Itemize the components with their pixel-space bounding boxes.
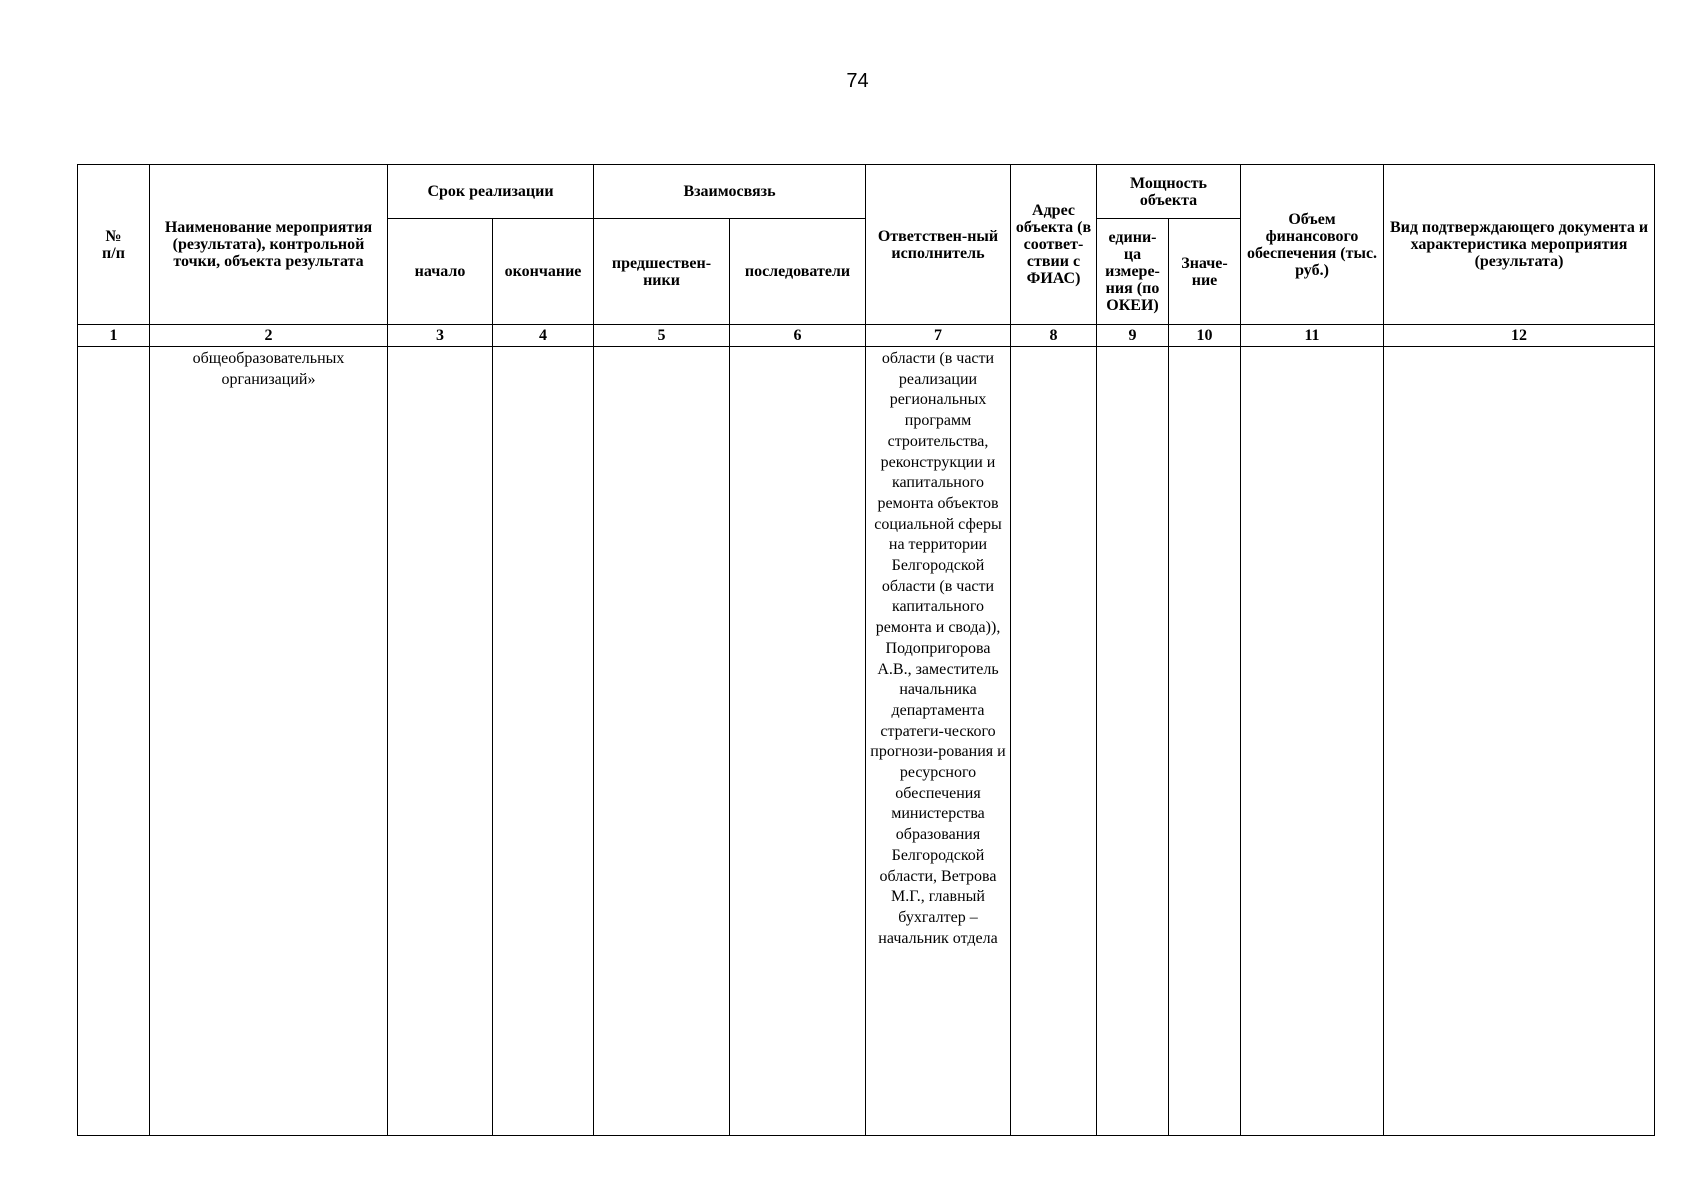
cell-finance <box>1241 347 1384 1136</box>
header-num: № п/п <box>78 165 150 325</box>
column-number: 6 <box>730 325 866 347</box>
header-relation: Взаимосвязь <box>594 165 866 219</box>
column-number: 7 <box>866 325 1011 347</box>
column-number: 8 <box>1011 325 1097 347</box>
column-number: 11 <box>1241 325 1384 347</box>
cell-value <box>1169 347 1241 1136</box>
header-predecessors: предшествен-ники <box>594 219 730 325</box>
column-number: 3 <box>388 325 493 347</box>
cell-term-end <box>493 347 594 1136</box>
activity-plan-table <box>77 164 1655 1136</box>
column-number: 1 <box>78 325 150 347</box>
header-value: Значе-ние <box>1169 219 1241 325</box>
header-capacity: Мощность объекта <box>1097 165 1241 219</box>
cell-name: общеобразовательных организаций» <box>150 347 388 1136</box>
column-number: 5 <box>594 325 730 347</box>
cell-address <box>1011 347 1097 1136</box>
header-document: Вид подтверждающего документа и характеристика мероприятия (результата) <box>1384 165 1655 325</box>
cell-document <box>1384 347 1655 1136</box>
header-finance: Объем финансового обеспечения (тыс. руб.) <box>1241 165 1384 325</box>
column-number: 10 <box>1169 325 1241 347</box>
table-row <box>78 347 1655 1136</box>
column-number: 2 <box>150 325 388 347</box>
header-address: Адрес объекта (в соответ-ствии с ФИАС) <box>1011 165 1097 325</box>
cell-term-start <box>388 347 493 1136</box>
cell-unit <box>1097 347 1169 1136</box>
header-row-1 <box>78 165 1655 219</box>
cell-successors <box>730 347 866 1136</box>
header-unit: едини-ца измере-ния (по ОКЕИ) <box>1097 219 1169 325</box>
header-term-start: начало <box>388 219 493 325</box>
column-number-row <box>78 325 1655 347</box>
cell-num <box>78 347 150 1136</box>
page-number: 74 <box>846 70 869 92</box>
header-term-end: окончание <box>493 219 594 325</box>
header-successors: последователи <box>730 219 866 325</box>
column-number: 12 <box>1384 325 1655 347</box>
column-number: 4 <box>493 325 594 347</box>
header-term: Срок реализации <box>388 165 594 219</box>
column-number: 9 <box>1097 325 1169 347</box>
header-responsible: Ответствен-ный исполнитель <box>866 165 1011 325</box>
header-name: Наименование мероприятия (результата), контрольной точки, объекта результата <box>150 165 388 325</box>
cell-responsible: области (в части реализации региональных программ строительства, реконструкции и капитального ремонта объектов социальной сферы на территории Белгородской области (в части капитального ремонта и свода)), Подопригорова А.В., заместитель начальника департамента стратеги-ческого прогнози-рования и ресурсного обеспечения министерства образования Белгородской области, Ветрова М.Г., главный бухгалтер – начальник отдела <box>866 347 1011 1136</box>
cell-predecessors <box>594 347 730 1136</box>
